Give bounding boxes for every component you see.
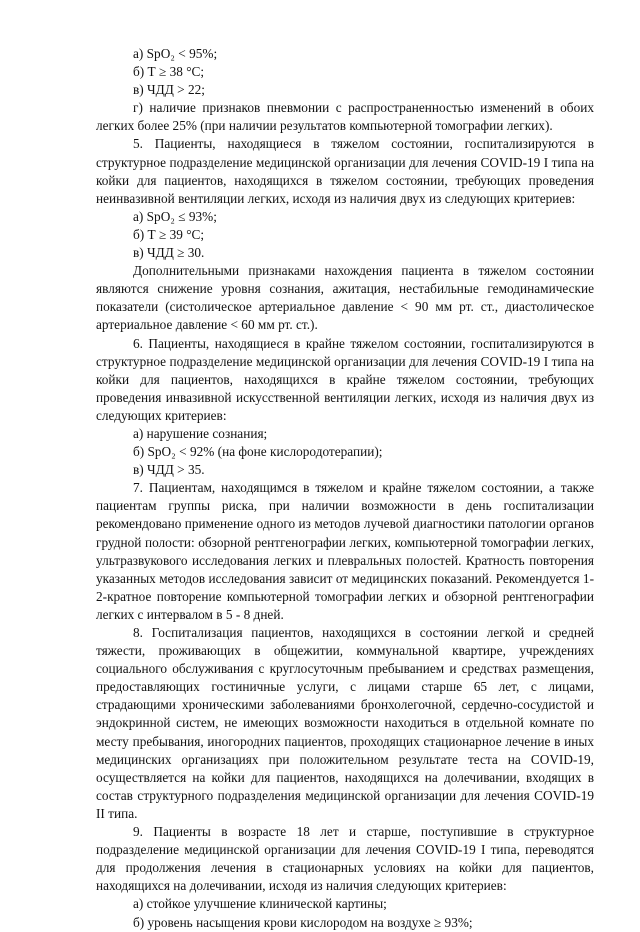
criterion-temperature: б) Т ≥ 39 °С; xyxy=(133,226,205,242)
criterion-spo2: а) SpO₂ < 95%; xyxy=(133,46,218,61)
criterion-temperature: б) Т ≥ 38 °С; xyxy=(133,64,205,80)
criterion-respiratory-rate: в) ЧДД > 22; xyxy=(133,82,205,98)
criterion-oxygen-saturation: б) уровень насыщения крови кислородом на воздухе ≥ 93%; xyxy=(133,914,473,930)
paragraph-5: 5. Пациенты, находящиеся в тяжелом состоянии, госпитализируются в структурное подразделение медицинской организации для лечения COVID-19 I типа на койки для пациентов, находящихся в тяжелом состоянии, требующих проведения неинвазивной вентиляции легких, исходя из наличия двух из следующих критериев: xyxy=(96,136,594,206)
additional-signs-paragraph: Дополнительными признаками нахождения пациента в тяжелом состоянии являются снижение уровня сознания, ажитация, нестабильные гемодинамические показатели (систолическое артериальное давление < 90 мм рт. ст., диастолическое артериальное давление < 60 мм рт. ст.). xyxy=(96,263,594,333)
document-page xyxy=(96,45,594,932)
criterion-clinical-improvement: а) стойкое улучшение клинической картины; xyxy=(133,896,387,912)
criterion-respiratory-rate: в) ЧДД > 35. xyxy=(133,462,205,478)
paragraph-6: 6. Пациенты, находящиеся в крайне тяжелом состоянии, госпитализируются в структурное подразделение медицинской организации для лечения COVID-19 I типа на койки для пациентов, находящихся в крайне тяжелом состоянии, требующих проведения инвазивной искусственной вентиляции легких, исходя из наличия двух из следующих критериев: xyxy=(96,335,594,423)
paragraph-8: 8. Госпитализация пациентов, находящихся в состоянии легкой и средней тяжести, проживающих в общежитии, коммунальной квартире, учреждениях социального обслуживания с круглосуточным пребыванием и средствах размещения, предоставляющих гостиничные услуги, с лицами старше 65 лет, с лицами, страдающими хроническими заболеваниями бронхолегочной, сердечно-сосудистой и эндокринной систем, не имеющих возможности находиться в отдельной комнате по месту пребывания, иногородних пациентов, проходящих стационарное лечение в иных медицинских организациях при положительном результате теста на COVID-19, осуществляется на койки для пациентов, находящихся на долечивании, входящих в состав структурного подразделения медицинской организации для лечения COVID-19 II типа. xyxy=(96,625,594,821)
paragraph-9: 9. Пациенты в возрасте 18 лет и старше, поступившие в структурное подразделение медицинской организации для лечения COVID-19 I типа, переводятся для продолжения лечения в стационарных условиях на койки для пациентов, находящихся на долечивании, исходя из наличия следующих критериев: xyxy=(96,824,594,894)
criterion-consciousness: а) нарушение сознания; xyxy=(133,425,268,441)
paragraph-7: 7. Пациентам, находящимся в тяжелом и крайне тяжелом состоянии, а также пациентам группы риска, при наличии возможности в день госпитализации рекомендовано применение одного из методов лучевой диагностики патологии органов грудной полости: обзорной рентгенографии легких, компьютерной томографии легких, ультразвукового исследования легких и плевральных полостей. Кратность повторения указанных методов исследования зависит от медицинских показаний. Рекомендуется 1-2-кратное повторение компьютерной томографии легких и обзорной рентгенографии легких с интервалом в 5 - 8 дней. xyxy=(96,480,594,622)
criterion-spo2: а) SpO₂ ≤ 93%; xyxy=(133,208,217,224)
criterion-respiratory-rate: в) ЧДД ≥ 30. xyxy=(133,245,205,261)
criterion-spo2: б) SpO₂ < 92% (на фоне кислородотерапии); xyxy=(133,444,383,460)
criterion-pneumonia: г) наличие признаков пневмонии с распространенностью изменений в обоих легких более 25% (при наличии результатов компьютерной томографии легких). xyxy=(96,100,594,134)
